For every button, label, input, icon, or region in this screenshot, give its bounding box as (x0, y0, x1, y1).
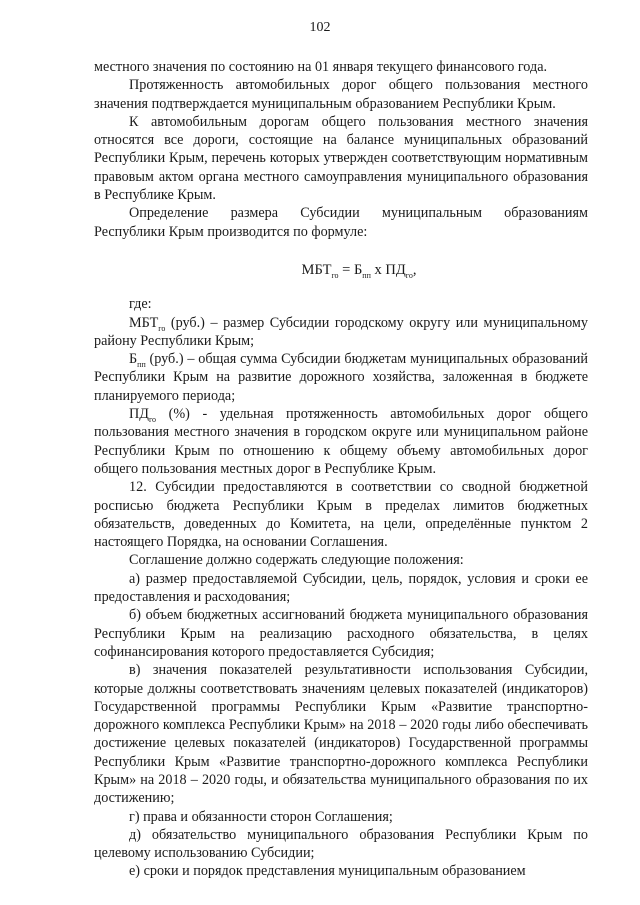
paragraph: Протяженность автомобильных дорог общего пользования местного значения подтверждается муниципальным образованием Республики Крым. (94, 77, 588, 112)
list-item-g: г) права и обязанности сторон Соглашения; (129, 808, 393, 825)
list-item-v: в) значения показателей результативности использования Субсидии, которые должны соответствовать значениям целевых показателей (индикаторов) Государственной программы Республики Крым «Развитие транспортно-дорожного комплекса Республики Крым» на 2018 – 2020 годы либо обеспечивать достижение целевых показателей (индикаторов) Государственной программы Республики Крым «Развитие транспортно-дорожного комплекса Республики Крым» на 2018 – 2020 годы, и обязательства муниципального образования по их достижению; (94, 662, 588, 807)
paragraph-12: 12. Субсидии предоставляются в соответствии со сводной бюджетной росписью бюджета Республики Крым в пределах лимитов бюджетных обязательств, доведенных до Комитета, на цели, определённые пунктом 2 настоящего Порядка, на основании Соглашения. (94, 479, 588, 551)
paragraph: местного значения по состоянию на 01 января текущего финансового года. (94, 59, 548, 75)
paragraph: Соглашение должно содержать следующие положения: (129, 552, 464, 569)
paragraph-gde: где: (129, 296, 152, 313)
formula-mid: х ПД (370, 261, 406, 278)
formula-b-sub: пп (362, 270, 371, 280)
definition-mbt (94, 314, 588, 351)
symbol-sub: го (158, 323, 166, 333)
formula-lhs-sub: го (331, 270, 339, 280)
document-body (94, 58, 588, 881)
definition-text: (%) - удельная протяженность автомобильных дорог общего пользования местного значения в городском округе или муниципальном районе Республики Крым по отношению к общему объему автомобильных дорог общего пользования местных дорог в Республике Крым. (94, 406, 588, 477)
symbol-sub: го (148, 414, 157, 424)
list-item-b: б) объем бюджетных ассигнований бюджета муниципального образования Республики Крым на реализацию расходного обязательства, в целях софинансирования которого предоставляется Субсидия; (94, 607, 588, 660)
formula-lhs: МБТ (301, 261, 332, 278)
definition-b (94, 350, 588, 405)
definition-text: (руб.) – общая сумма Субсидии бюджетам муниципальных образований Республики Крым на развитие дорожного хозяйства, заложенная в бюджете планируемого периода; (94, 351, 588, 404)
definition-text: (руб.) – размер Субсидии городскому округу или муниципальному району Республики Крым; (94, 314, 588, 349)
paragraph: К автомобильным дорогам общего пользования местного значения относятся все дороги, состоящие на балансе муниципальных образований Республики Крым, перечень которых утвержден соответствующим нормативным правовым актом органа местного самоуправления муниципального образования в Республике Крым. (94, 113, 588, 204)
symbol: ПД (129, 406, 149, 423)
list-item-e: е) сроки и порядок представления муниципальным образованием (129, 863, 526, 880)
symbol: МБТ (129, 314, 159, 331)
page-number: 102 (309, 20, 331, 35)
formula-tail: , (412, 261, 417, 278)
formula (130, 261, 588, 279)
definition-pd (94, 405, 588, 478)
formula-eq: = Б (338, 261, 363, 278)
paragraph: Определение размера Субсидии муниципальным образованиям Республики Крым производится по формуле: (94, 205, 588, 240)
formula-pd-sub: го (405, 270, 413, 280)
symbol: Б (129, 351, 138, 368)
symbol-sub: пп (137, 359, 146, 369)
list-item-d: д) обязательство муниципального образования Республики Крым по целевому использованию Субсидии; (94, 826, 588, 862)
list-item-a: а) размер предоставляемой Субсидии, цель, порядок, условия и сроки ее предоставления и расходования; (94, 570, 588, 606)
